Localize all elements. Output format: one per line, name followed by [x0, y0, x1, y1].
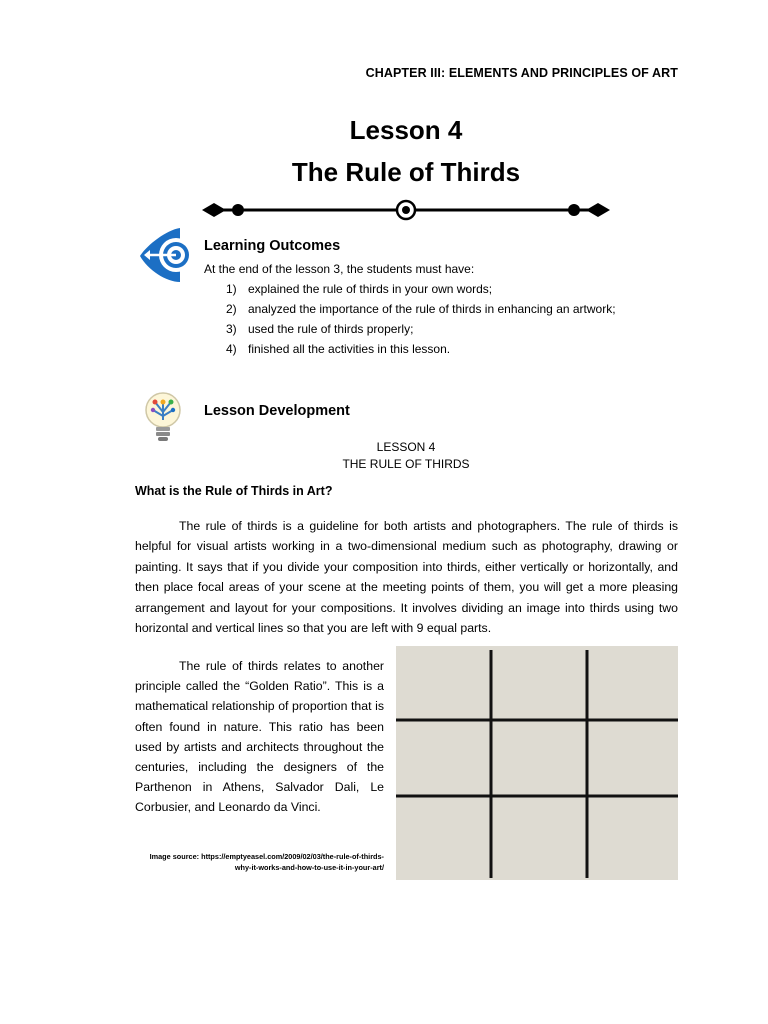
golden-ratio-paragraph: The rule of thirds relates to another principle called the “Golden Ratio”. This is a mathematical relationship of proportion that is often found in nature. This ratio has been used by artists and architects throughout the centuries, including the designers of the Parthenon in Athens, Salvador Dali, Le Corbusier, and Leonardo da Vinci.	[135, 659, 384, 815]
lesson-label: LESSON 4	[376, 440, 436, 454]
learning-outcomes-intro: At the end of the lesson 3, the students must have:	[204, 262, 475, 276]
lesson-number-title: Lesson 4	[349, 115, 463, 145]
target-arrow-icon	[136, 224, 190, 286]
lesson-title: The Rule of Thirds	[291, 157, 521, 187]
section-question: What is the Rule of Thirds in Art?	[135, 484, 333, 498]
rule-of-thirds-grid-image	[396, 646, 678, 880]
ornamental-divider	[200, 196, 612, 224]
outcome-number: 3)	[226, 322, 237, 336]
outcome-text: finished all the activities in this lesson.	[248, 342, 451, 356]
outcome-text: explained the rule of thirds in your own words;	[248, 282, 493, 296]
outcome-number: 1)	[226, 282, 237, 296]
outcome-item	[226, 342, 450, 356]
outcome-number: 4)	[226, 342, 237, 356]
outcome-text: analyzed the importance of the rule of thirds in enhancing an artwork;	[248, 302, 616, 316]
image-source-caption: Image source: https://emptyeasel.com/2009/02/03/the-rule-of-thirds-why-it-works-and-how-to-use-it-in-your-art/	[149, 852, 384, 872]
body-paragraph: The rule of thirds is a guideline for both artists and photographers. The rule of thirds is helpful for visual artists working in a two-dimensional medium such as photography, drawing or painting. It says that if you divide your composition into thirds, either vertically or horizontally, and then place focal areas of your scene at the meeting points of them, you will get a more pleasing arrangement and layout for your compositions. It involves dividing an image into thirds using two horizontal and vertical lines so that you are left with 9 equal parts.	[135, 519, 678, 636]
outcome-text: used the rule of thirds properly;	[248, 322, 414, 336]
learning-outcomes-heading: Learning Outcomes	[204, 238, 341, 254]
outcome-item	[226, 322, 413, 336]
lesson-development-heading: Lesson Development	[204, 403, 350, 419]
outcome-number: 2)	[226, 302, 237, 316]
chapter-header: CHAPTER III: ELEMENTS AND PRINCIPLES OF ART	[365, 66, 678, 80]
outcome-item	[226, 302, 616, 316]
outcome-item	[226, 282, 492, 296]
lesson-subtitle: THE RULE OF THIRDS	[342, 457, 470, 471]
lightbulb-icon	[141, 390, 185, 446]
